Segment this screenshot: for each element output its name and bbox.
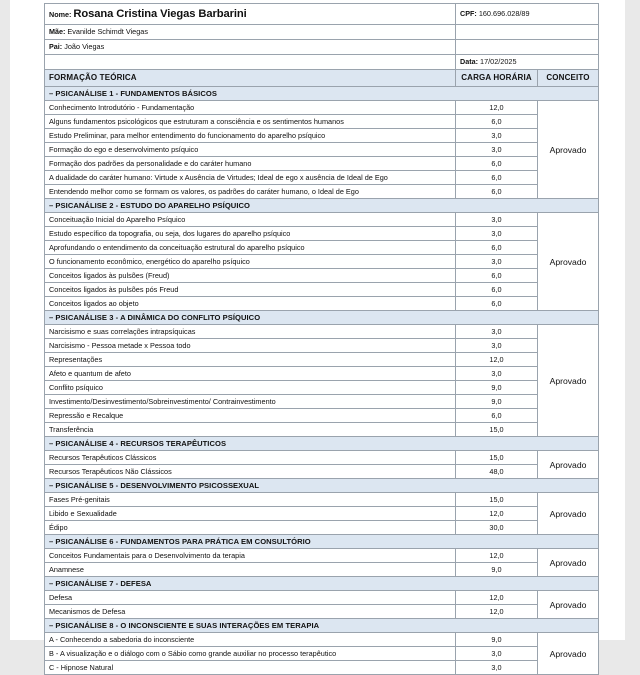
section-band-label: – PSICANÁLISE 8 - O INCONSCIENTE E SUAS INTERAÇÕES EM TERAPIA: [45, 619, 599, 633]
table-row: [45, 549, 599, 563]
section-band-label: – PSICANÁLISE 6 - FUNDAMENTOS PARA PRÁTICA EM CONSULTÓRIO: [45, 535, 599, 549]
section-band-label: – PSICANÁLISE 7 - DEFESA: [45, 577, 599, 591]
carga-horaria-cell: 3,0: [456, 661, 538, 675]
section-band-row: [45, 577, 599, 591]
topic-cell: Conceituação Inicial do Aparelho Psíquico: [45, 213, 456, 227]
row-name: [45, 4, 599, 25]
father-cell: [45, 40, 456, 55]
table-row: [45, 339, 599, 353]
table-row: [45, 395, 599, 409]
row-column-headers: [45, 70, 599, 87]
table-row: [45, 591, 599, 605]
mother-label: Mãe:: [49, 27, 66, 36]
carga-horaria-cell: 48,0: [456, 465, 538, 479]
date-cell: [456, 55, 599, 70]
topic-cell: Representações: [45, 353, 456, 367]
topic-cell: Fases Pré-genitais: [45, 493, 456, 507]
name-value: Rosana Cristina Viegas Barbarini: [73, 7, 247, 20]
conceito-cell: Aprovado: [538, 325, 599, 437]
conceito-cell: Aprovado: [538, 549, 599, 577]
carga-horaria-cell: 12,0: [456, 353, 538, 367]
section-band-label: – PSICANÁLISE 1 - FUNDAMENTOS BÁSICOS: [45, 87, 599, 101]
date-label: Data:: [460, 57, 478, 66]
section-band-label: – PSICANÁLISE 5 - DESENVOLVIMENTO PSICOSSEXUAL: [45, 479, 599, 493]
carga-horaria-cell: 6,0: [456, 297, 538, 311]
carga-horaria-cell: 12,0: [456, 549, 538, 563]
topic-cell: Formação do ego e desenvolvimento psíquico: [45, 143, 456, 157]
table-row: [45, 647, 599, 661]
topic-cell: A - Conhecendo a sabedoria do inconsciente: [45, 633, 456, 647]
mother-blank-cell: [456, 25, 599, 40]
cpf-label: CPF:: [460, 9, 477, 18]
table-row: [45, 521, 599, 535]
topic-cell: Narcisismo e suas correlações intrapsíquicas: [45, 325, 456, 339]
topic-cell: A dualidade do caráter humano: Virtude x Ausência de Virtudes; Ideal de ego x ausência de Ideal de Ego: [45, 171, 456, 185]
table-row: [45, 661, 599, 675]
mother-cell: [45, 25, 456, 40]
topic-cell: Édipo: [45, 521, 456, 535]
topic-cell: Conceitos ligados às pulsões (Freud): [45, 269, 456, 283]
section-band-label: – PSICANÁLISE 2 - ESTUDO DO APARELHO PSÍQUICO: [45, 199, 599, 213]
topic-cell: Conflito psíquico: [45, 381, 456, 395]
table-row: [45, 563, 599, 577]
conceito-cell: Aprovado: [538, 101, 599, 199]
document-page: [10, 0, 625, 672]
table-row: [45, 297, 599, 311]
carga-horaria-cell: 6,0: [456, 269, 538, 283]
table-row: [45, 157, 599, 171]
section-band-label: – PSICANÁLISE 4 - RECURSOS TERAPÊUTICOS: [45, 437, 599, 451]
row-date: [45, 55, 599, 70]
carga-horaria-cell: 15,0: [456, 451, 538, 465]
topic-cell: Entendendo melhor como se formam os valores, os padrões do caráter humano, o Ideal de Ego: [45, 185, 456, 199]
table-row: [45, 227, 599, 241]
topic-cell: Recursos Terapêuticos Clássicos: [45, 451, 456, 465]
name-cell: [45, 4, 456, 25]
table-row: [45, 101, 599, 115]
carga-horaria-cell: 6,0: [456, 115, 538, 129]
table-row: [45, 633, 599, 647]
table-row: [45, 381, 599, 395]
carga-horaria-cell: 6,0: [456, 409, 538, 423]
section-band-row: [45, 479, 599, 493]
table-row: [45, 367, 599, 381]
carga-horaria-cell: 3,0: [456, 213, 538, 227]
topic-cell: Narcisismo - Pessoa metade x Pessoa todo: [45, 339, 456, 353]
row-mother: [45, 25, 599, 40]
topic-cell: Alguns fundamentos psicológicos que estruturam a consciência e os sentimentos humanos: [45, 115, 456, 129]
table-row: [45, 143, 599, 157]
topic-cell: Libido e Sexualidade: [45, 507, 456, 521]
topic-cell: Conhecimento Introdutório - Fundamentação: [45, 101, 456, 115]
date-blank-cell: [45, 55, 456, 70]
table-row: [45, 465, 599, 479]
table-row: [45, 255, 599, 269]
carga-horaria-cell: 6,0: [456, 283, 538, 297]
section-band-row: [45, 437, 599, 451]
name-label: Nome:: [49, 9, 72, 19]
topic-cell: Mecanismos de Defesa: [45, 605, 456, 619]
cpf-cell: [456, 4, 599, 25]
topic-cell: C - Hipnose Natural: [45, 661, 456, 675]
table-row: [45, 353, 599, 367]
topic-cell: Aprofundando o entendimento da conceituação estrutural do aparelho psíquico: [45, 241, 456, 255]
carga-horaria-cell: 12,0: [456, 591, 538, 605]
column-header-carga: CARGA HORÁRIA: [456, 70, 538, 87]
section-band-row: [45, 199, 599, 213]
topic-cell: Estudo específico da topografia, ou seja, dos lugares do aparelho psíquico: [45, 227, 456, 241]
topic-cell: Conceitos Fundamentais para o Desenvolvimento da terapia: [45, 549, 456, 563]
carga-horaria-cell: 3,0: [456, 339, 538, 353]
father-label: Pai:: [49, 42, 63, 51]
carga-horaria-cell: 15,0: [456, 423, 538, 437]
carga-horaria-cell: 12,0: [456, 101, 538, 115]
carga-horaria-cell: 3,0: [456, 367, 538, 381]
row-father: [45, 40, 599, 55]
carga-horaria-cell: 9,0: [456, 633, 538, 647]
table-row: [45, 325, 599, 339]
date-value: 17/02/2025: [480, 57, 517, 66]
carga-horaria-cell: 3,0: [456, 143, 538, 157]
column-header-conceito: CONCEITO: [538, 70, 599, 87]
carga-horaria-cell: 3,0: [456, 255, 538, 269]
section-band-row: [45, 311, 599, 325]
formacao-teorica-table: [44, 3, 599, 675]
conceito-cell: Aprovado: [538, 493, 599, 535]
topic-cell: Repressão e Recalque: [45, 409, 456, 423]
topic-cell: Conceitos ligados ao objeto: [45, 297, 456, 311]
carga-horaria-cell: 9,0: [456, 381, 538, 395]
table-row: [45, 115, 599, 129]
carga-horaria-cell: 3,0: [456, 129, 538, 143]
topic-cell: Conceitos ligados às pulsões pós Freud: [45, 283, 456, 297]
table-row: [45, 605, 599, 619]
table-row: [45, 423, 599, 437]
conceito-cell: Aprovado: [538, 591, 599, 619]
carga-horaria-cell: 3,0: [456, 325, 538, 339]
table-row: [45, 185, 599, 199]
section-band-label: – PSICANÁLISE 3 - A DINÂMICA DO CONFLITO PSÍQUICO: [45, 311, 599, 325]
topic-cell: Investimento/Desinvestimento/Sobreinvestimento/ Contrainvestimento: [45, 395, 456, 409]
table-row: [45, 507, 599, 521]
table-row: [45, 129, 599, 143]
section-band-row: [45, 619, 599, 633]
topic-cell: Estudo Preliminar, para melhor entendimento do funcionamento do aparelho psíquico: [45, 129, 456, 143]
section-band-row: [45, 535, 599, 549]
topic-cell: Formação dos padrões da personalidade e do caráter humano: [45, 157, 456, 171]
table-row: [45, 241, 599, 255]
table-row: [45, 409, 599, 423]
carga-horaria-cell: 12,0: [456, 507, 538, 521]
carga-horaria-cell: 3,0: [456, 647, 538, 661]
father-blank-cell: [456, 40, 599, 55]
table-row: [45, 451, 599, 465]
carga-horaria-cell: 6,0: [456, 157, 538, 171]
father-value: João Viegas: [64, 42, 105, 51]
table-row: [45, 283, 599, 297]
section-band-row: [45, 87, 599, 101]
topic-cell: Transferência: [45, 423, 456, 437]
topic-cell: B - A visualização e o diálogo com o Sábio como grande auxiliar no processo terapêutico: [45, 647, 456, 661]
table-row: [45, 493, 599, 507]
carga-horaria-cell: 3,0: [456, 227, 538, 241]
carga-horaria-cell: 12,0: [456, 605, 538, 619]
table-row: [45, 269, 599, 283]
conceito-cell: Aprovado: [538, 451, 599, 479]
carga-horaria-cell: 15,0: [456, 493, 538, 507]
topic-cell: O funcionamento econômico, energético do aparelho psíquico: [45, 255, 456, 269]
conceito-cell: Aprovado: [538, 213, 599, 311]
carga-horaria-cell: 6,0: [456, 185, 538, 199]
topic-cell: Anamnese: [45, 563, 456, 577]
mother-value: Evanilde Schimdt Viegas: [67, 27, 149, 36]
table-body: [45, 4, 599, 675]
conceito-cell: Aprovado: [538, 633, 599, 675]
carga-horaria-cell: 9,0: [456, 563, 538, 577]
topic-cell: Afeto e quantum de afeto: [45, 367, 456, 381]
carga-horaria-cell: 30,0: [456, 521, 538, 535]
topic-cell: Recursos Terapêuticos Não Clássicos: [45, 465, 456, 479]
table-row: [45, 171, 599, 185]
cpf-value: 160.696.028/89: [478, 9, 530, 18]
table-row: [45, 213, 599, 227]
carga-horaria-cell: 9,0: [456, 395, 538, 409]
carga-horaria-cell: 6,0: [456, 171, 538, 185]
topic-cell: Defesa: [45, 591, 456, 605]
column-header-topic: FORMAÇÃO TEÓRICA: [45, 70, 456, 87]
carga-horaria-cell: 6,0: [456, 241, 538, 255]
